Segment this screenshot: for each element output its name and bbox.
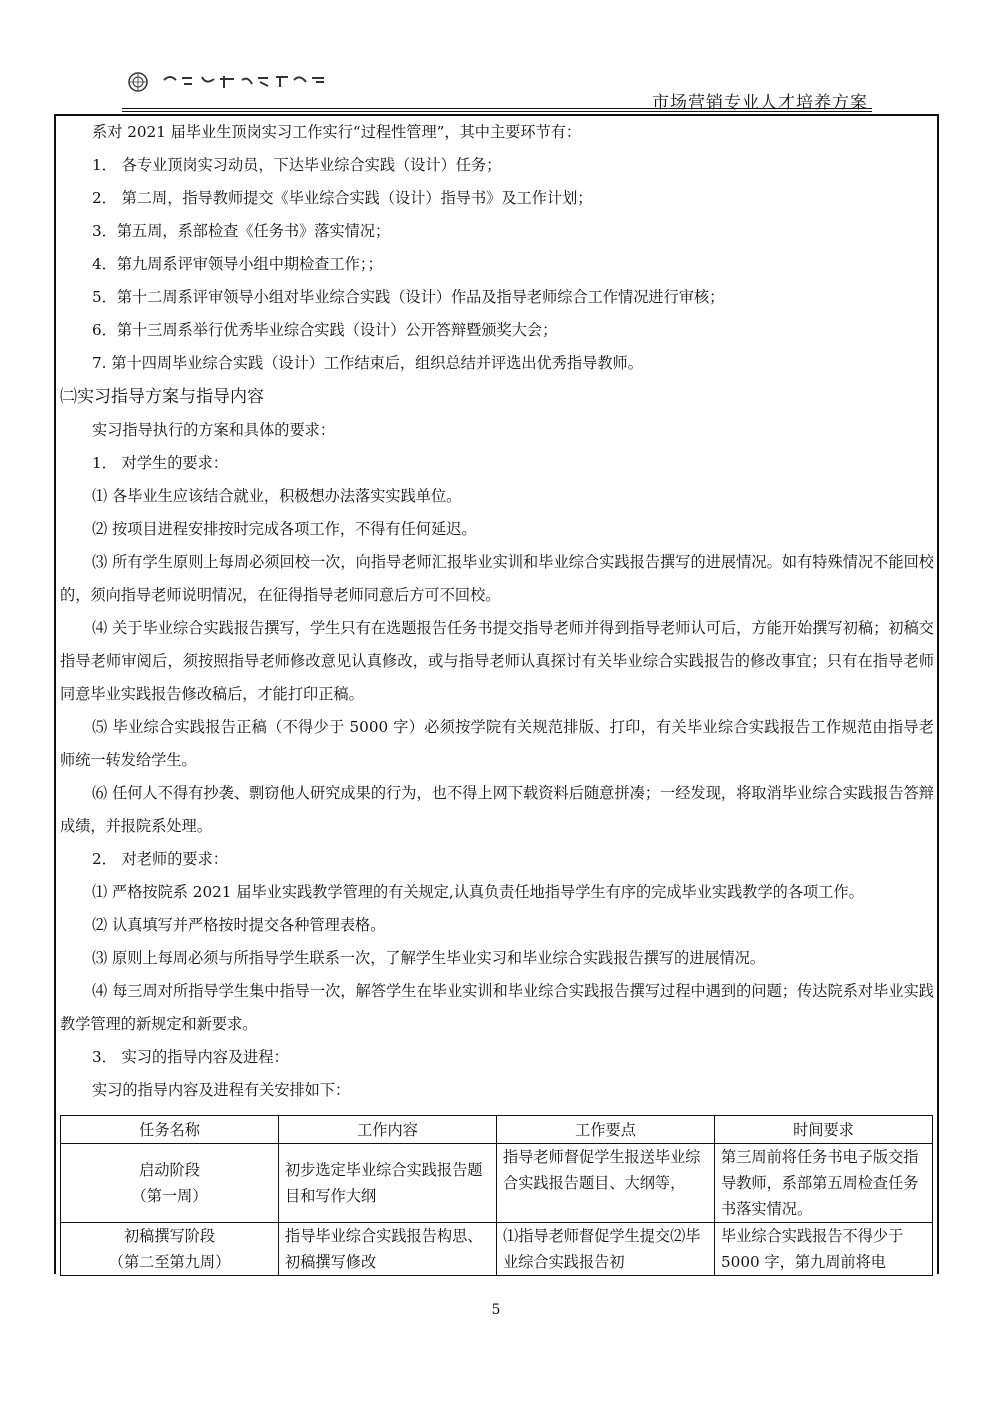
student-requirement: ⑹ 任何人不得有抄袭、剽窃他人研究成果的行为，也不得上网下载资料后随意拼凑；一经发现，将取消毕业综合实践报告答辩成绩，并报院系处理。 xyxy=(60,784,934,835)
step-item: 4．第九周系评审领导小组中期检查工作；； xyxy=(92,255,383,273)
work-content-cell: 指导毕业综合实践报告构思、初稿撰写修改 xyxy=(279,1223,497,1276)
content-intro: 实习的指导内容及进程有关安排如下： xyxy=(92,1081,351,1099)
student-requirement: ⑴ 各毕业生应该结合就业，积极想办法落实实践单位。 xyxy=(92,487,462,505)
student-requirement: ⑶ 所有学生原则上每周必须回校一次，向指导老师汇报毕业实训和毕业综合实践报告撰写的进展情况。如有特殊情况不能回校的，须向指导老师说明情况，在征得指导老师同意后方可不回校。 xyxy=(60,553,934,604)
intro-paragraph: 系对 2021 届毕业生顶岗实习工作实行“过程性管理”，其中主要环节有： xyxy=(92,123,582,141)
step-item: 2． 第二周，指导教师提交《毕业综合实践（设计）指导书》及工作计划； xyxy=(92,189,593,207)
task-period: （第二至第九周） xyxy=(108,1253,231,1271)
time-requirement-cell: 第三周前将任务书电子版交指导教师，系部第五周检查任务书落实情况。 xyxy=(715,1144,933,1223)
task-name: 启动阶段 xyxy=(139,1161,200,1179)
task-name-cell xyxy=(61,1223,279,1276)
college-logo-icon xyxy=(124,72,344,92)
task-name-cell xyxy=(61,1144,279,1223)
schedule-table xyxy=(60,1115,933,1276)
section-heading: ㈡实习指导方案与指导内容 xyxy=(60,387,264,407)
section-intro: 实习指导执行的方案和具体的要求： xyxy=(92,421,335,439)
column-header: 工作要点 xyxy=(497,1116,715,1144)
column-header: 时间要求 xyxy=(715,1116,933,1144)
step-item: 7. 第十四周毕业综合实践（设计）工作结束后，组织总结并评选出优秀指导教师。 xyxy=(92,354,643,372)
content-heading: 3． 实习的指导内容及进程： xyxy=(92,1048,289,1066)
teacher-requirement: ⑵ 认真填写并严格按时提交各种管理表格。 xyxy=(92,916,386,934)
page-number: 5 xyxy=(491,1302,501,1318)
task-period: （第一周） xyxy=(131,1187,208,1205)
table-row xyxy=(61,1223,933,1276)
student-requirement: ⑵ 按项目进程安排按时完成各项工作，不得有任何延迟。 xyxy=(92,520,477,538)
time-requirement-cell: 毕业综合实践报告不得少于 5000 字，第九周前将电 xyxy=(715,1223,933,1276)
step-item: 5．第十二周系评审领导小组对毕业综合实践（设计）作品及指导老师综合工作情况进行审核； xyxy=(92,288,725,306)
work-points-cell: 指导老师督促学生报送毕业综合实践报告题目、大纲等， xyxy=(497,1144,715,1223)
table-row xyxy=(61,1144,933,1223)
header-rule-thin xyxy=(122,111,872,112)
column-header: 工作内容 xyxy=(279,1116,497,1144)
header-rule xyxy=(122,108,872,109)
teacher-requirement: ⑷ 每三周对所指导学生集中指导一次，解答学生在毕业实训和毕业综合实践报告撰写过程中遇到的问题；传达院系对毕业实践教学管理的新规定和新要求。 xyxy=(60,982,934,1033)
step-item: 1． 各专业顶岗实习动员，下达毕业综合实践（设计）任务； xyxy=(92,156,502,174)
student-requirement: ⑷ 关于毕业综合实践报告撰写，学生只有在选题报告任务书提交指导老师并得到指导老师认可后，方能开始撰写初稿；初稿交指导老师审阅后，须按照指导老师修改意见认真修改，或与指导老师认真探讨有关毕业综合实践报告的修改事宜；只有在指导老师同意毕业实践报告修改稿后，才能打印正稿。 xyxy=(60,619,934,703)
document-title: 市场营销专业人才培养方案 xyxy=(652,93,868,113)
student-requirement: ⑸ 毕业综合实践报告正稿（不得少于 5000 字）必须按学院有关规范排版、打印，有关毕业综合实践报告工作规范由指导老师统一转发给学生。 xyxy=(60,718,934,769)
main-content xyxy=(60,116,934,1107)
teachers-heading: 2． 对老师的要求： xyxy=(92,850,228,868)
page-header xyxy=(122,68,872,113)
step-item: 3．第五周，系部检查《任务书》落实情况； xyxy=(92,222,391,240)
step-item: 6．第十三周系举行优秀毕业综合实践（设计）公开答辩暨颁奖大会； xyxy=(92,321,558,339)
teacher-requirement: ⑶ 原则上每周必须与所指导学生联系一次，了解学生毕业实习和毕业综合实践报告撰写的进展情况。 xyxy=(92,949,766,967)
table-header-row xyxy=(61,1116,933,1144)
work-content-cell: 初步选定毕业综合实践报告题目和写作大纲 xyxy=(279,1144,497,1223)
students-heading: 1． 对学生的要求： xyxy=(92,454,228,472)
column-header: 任务名称 xyxy=(61,1116,279,1144)
teacher-requirement: ⑴ 严格按院系 2021 届毕业实践教学管理的有关规定,认真负责任地指导学生有序的完成毕业实践教学的各项工作。 xyxy=(92,883,864,901)
work-points-cell: ⑴指导老师督促学生提交⑵毕业综合实践报告初 xyxy=(497,1223,715,1276)
task-name: 初稿撰写阶段 xyxy=(123,1227,216,1245)
